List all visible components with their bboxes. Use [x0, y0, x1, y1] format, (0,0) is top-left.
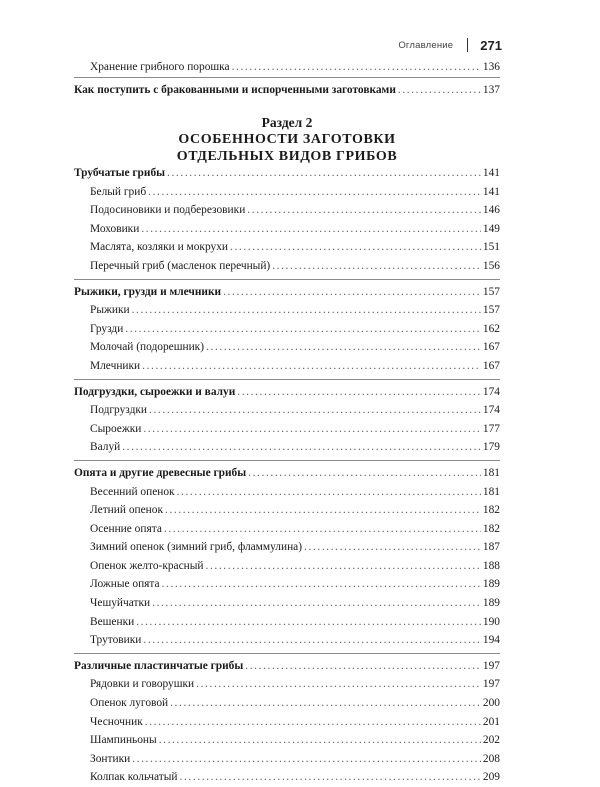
toc-entry-title: Летний опенок [90, 504, 163, 517]
section-number: Раздел 2 [261, 115, 313, 130]
toc-entry-title: Шампиньоны [90, 734, 157, 747]
toc-entry-page: 167 [482, 359, 500, 372]
toc-entry[interactable] [74, 675, 500, 694]
toc-group-heading[interactable] [74, 657, 500, 676]
toc-entry-title: Перечный гриб (масленок перечный) [90, 259, 271, 272]
toc-entry[interactable] [74, 357, 500, 376]
page-number: 271 [480, 37, 502, 53]
divider [74, 77, 500, 78]
toc-entry-page: 182 [482, 522, 500, 535]
leader-dots [142, 357, 481, 376]
toc-entry-page: 190 [482, 615, 500, 628]
toc-entry-title: Опенок желто-красный [90, 559, 204, 572]
toc-entry[interactable] [74, 183, 500, 202]
leader-dots [237, 383, 481, 402]
toc-group-heading[interactable] [74, 283, 500, 302]
running-head-section: Оглавление [398, 39, 454, 51]
toc-group [74, 279, 500, 376]
toc-entry-page: 167 [482, 341, 500, 354]
leader-dots [164, 520, 481, 539]
toc-entry-title: Чесночник [90, 715, 143, 728]
toc-entry[interactable] [74, 58, 500, 77]
toc-entry-page: 189 [482, 597, 500, 610]
toc-entry-page: 149 [482, 222, 500, 235]
leader-dots [152, 594, 481, 613]
toc-entry[interactable] [74, 483, 500, 502]
toc-entry-page: 189 [482, 578, 500, 591]
toc-entry-page: 156 [482, 259, 500, 272]
leader-dots [162, 575, 481, 594]
toc-entry-page: 182 [482, 504, 500, 517]
toc-entry[interactable] [74, 613, 500, 632]
toc-entry-page: 162 [482, 322, 500, 335]
toc-entry-title: Различные пластинчатые грибы [74, 659, 244, 672]
toc-entry-page: 136 [482, 61, 500, 73]
toc-entry[interactable] [74, 731, 500, 750]
toc-entry-title: Чешуйчатки [90, 597, 151, 610]
leader-dots [245, 657, 481, 676]
toc-entry-page: 157 [482, 285, 500, 298]
toc-entry-title: Ложные опята [90, 578, 160, 591]
leader-dots [159, 731, 481, 750]
leader-dots [398, 81, 481, 100]
toc-entry-page: 141 [482, 185, 500, 198]
leader-dots [141, 220, 481, 239]
toc-entry-title: Сыроежки [90, 422, 142, 435]
leader-dots [132, 301, 481, 320]
toc-group-heading[interactable] [74, 383, 500, 402]
leader-dots [247, 201, 481, 220]
toc-entry-page: 151 [482, 241, 500, 254]
toc-entry-page: 202 [482, 734, 500, 747]
toc-entry[interactable] [74, 438, 500, 457]
toc-entry[interactable] [74, 694, 500, 713]
leader-dots [206, 557, 481, 576]
leader-dots [167, 164, 481, 183]
leader-dots [248, 464, 481, 483]
toc-entry-title: Подгруздки [90, 404, 148, 417]
leader-dots [165, 501, 481, 520]
toc-entry-page: 209 [482, 771, 500, 784]
toc-group [74, 460, 500, 650]
toc-entry-title: Зонтики [90, 752, 131, 765]
toc-entry-title: Подгруздки, сыроежки и валуи [74, 385, 236, 398]
toc-entry-title: Подосиновики и подберезовики [90, 204, 246, 217]
toc-entry-title: Маслята, козляки и мокрухи [90, 241, 228, 254]
toc-entry-page: 200 [482, 697, 500, 710]
toc-entry-page: 141 [482, 167, 500, 179]
toc-entry-page: 197 [482, 659, 500, 672]
toc-entry-page: 181 [482, 466, 500, 479]
toc-entry-page: 188 [482, 559, 500, 572]
toc-entry[interactable] [74, 320, 500, 339]
toc-entry-page: 137 [482, 83, 500, 96]
toc-entry-title: Весенний опенок [90, 485, 175, 498]
leader-dots [223, 283, 481, 302]
leader-dots [196, 675, 481, 694]
toc-group [74, 653, 500, 787]
toc-entry-page: 146 [482, 204, 500, 217]
leader-dots [272, 257, 481, 276]
toc-entry[interactable] [74, 768, 500, 787]
leader-dots [304, 538, 481, 557]
toc-group [74, 379, 500, 457]
toc-entry-title: Рядовки и говорушки [90, 678, 195, 691]
leader-dots [145, 713, 481, 732]
leader-dots [125, 320, 481, 339]
toc-groups [74, 162, 500, 787]
toc-entry[interactable] [74, 557, 500, 576]
toc-entry-title: Опенок луговой [90, 697, 169, 710]
running-head-divider [467, 38, 468, 52]
section-title-line-2: ОТДЕЛЬНЫХ ВИДОВ ГРИБОВ [176, 149, 398, 164]
toc-entry-title: Белый гриб [90, 185, 147, 198]
toc-entry[interactable] [74, 301, 500, 320]
toc-entry-page: 177 [482, 422, 500, 435]
toc-entry[interactable] [74, 238, 500, 257]
toc-entry-title: Вешенки [90, 615, 135, 628]
toc-entry[interactable] [74, 713, 500, 732]
leader-dots [206, 338, 481, 357]
toc-group-heading[interactable] [74, 464, 500, 483]
toc-entry[interactable] [74, 257, 500, 276]
toc-entry-page: 208 [482, 752, 500, 765]
toc-entry-page: 174 [482, 404, 500, 417]
toc-entry-title: Моховики [90, 222, 140, 235]
toc-entry-title: Зимний опенок (зимний гриб, фламмулина) [90, 541, 303, 554]
toc-entry-page: 174 [482, 385, 500, 398]
toc-entry-title: Молочай (подорешник) [90, 341, 204, 354]
toc-entry-title: Осенние опята [90, 522, 162, 535]
toc-entry-title: Рыжики [90, 304, 130, 317]
leader-dots [136, 613, 481, 632]
toc-entry[interactable] [74, 338, 500, 357]
toc-entry-title: Хранение грибного порошка [90, 61, 230, 73]
toc-chapter-entry[interactable] [74, 81, 500, 100]
leader-dots [143, 420, 481, 439]
toc-entry-title: Колпак кольчатый [90, 771, 178, 784]
toc-entry[interactable] [74, 575, 500, 594]
toc-group-heading[interactable] [74, 164, 500, 183]
toc-entry[interactable] [74, 594, 500, 613]
toc-entry[interactable] [74, 501, 500, 520]
toc-entry[interactable] [74, 420, 500, 439]
toc-entry-title: Как поступить с бракованными и испорченными заготовками [74, 83, 396, 96]
toc-entry[interactable] [74, 750, 500, 769]
leader-dots [148, 183, 481, 202]
toc-entry[interactable] [74, 201, 500, 220]
toc-entry-title: Валуй [90, 441, 121, 454]
leader-dots [143, 631, 481, 650]
toc-entry[interactable] [74, 520, 500, 539]
toc-entry-title: Опята и другие древесные грибы [74, 466, 247, 479]
toc-entry-title: Млечники [90, 359, 141, 372]
leader-dots [232, 58, 481, 77]
toc-entry[interactable] [74, 538, 500, 557]
toc-entry-page: 157 [482, 304, 500, 317]
running-head [398, 36, 502, 54]
toc-entry-page: 179 [482, 441, 500, 454]
toc-entry-page: 197 [482, 678, 500, 691]
toc-continued-block [74, 58, 500, 99]
toc-entry-title: Рыжики, грузди и млечники [74, 285, 222, 298]
leader-dots [230, 238, 481, 257]
toc-entry-page: 201 [482, 715, 500, 728]
leader-dots [170, 694, 481, 713]
toc-entry-page: 187 [482, 541, 500, 554]
toc-group [74, 162, 500, 276]
toc-entry[interactable] [74, 401, 500, 420]
leader-dots [180, 768, 481, 787]
leader-dots [122, 438, 481, 457]
toc-entry[interactable] [74, 631, 500, 650]
toc-entry-title: Трубчатые грибы [74, 167, 166, 179]
leader-dots [149, 401, 481, 420]
toc-entry[interactable] [74, 220, 500, 239]
section-heading [74, 114, 500, 165]
toc-entry-page: 194 [482, 634, 500, 647]
leader-dots [132, 750, 481, 769]
section-title-line-1: ОСОБЕННОСТИ ЗАГОТОВКИ [178, 132, 396, 147]
toc-entry-title: Грузди [90, 322, 124, 335]
toc-entry-page: 181 [482, 485, 500, 498]
leader-dots [177, 483, 481, 502]
toc-entry-title: Трутовики [90, 634, 142, 647]
